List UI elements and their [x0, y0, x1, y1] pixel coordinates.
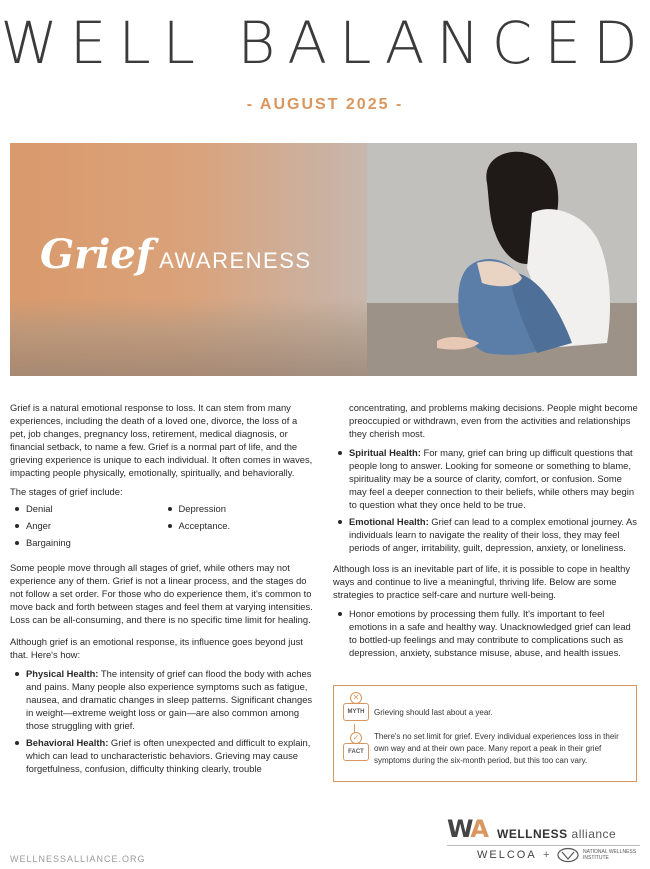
fact-icon — [343, 732, 367, 762]
hero-banner — [10, 143, 637, 376]
hero-title-caps: AWARENESS — [159, 248, 312, 273]
fact-text: There's no set limit for grief. Every individual experiences loss in their own way and at their own pace. Many report a peak in their grief symptoms during the six-month period, but this too can vary. — [374, 732, 619, 765]
behavioral-health-label: Behavioral Health: — [26, 737, 109, 748]
fact-tag: FACT — [343, 743, 369, 761]
nwi-logo-icon — [557, 847, 579, 863]
influence-list — [10, 667, 315, 775]
issue-date: - AUGUST 2025 - — [246, 96, 404, 113]
myth-fact-box — [333, 685, 637, 782]
logo-wordmark — [497, 827, 616, 841]
physical-health-item — [10, 667, 315, 732]
stage-item: Anger — [10, 519, 163, 532]
stages-paragraph: Some people move through all stages of grief, while others may not experience any of them. Grief is not a linear process, and the stages do not follow a set order. For those who do experience them, it's common to move back and forth between stages and feel them at varying intensities. Loss can be all-consuming, and there is no specific time limit for healing. — [10, 562, 313, 625]
nwi-logo-text: NATIONAL WELLNESS INSTITUTE — [583, 849, 637, 861]
hero-title-script: Grief — [40, 231, 154, 278]
physical-health-label: Physical Health: — [26, 668, 99, 679]
influence-intro: Although grief is an emotional response, its influence goes beyond just that. Here's how: — [10, 636, 303, 660]
stages-intro: The stages of grief include: — [10, 486, 123, 497]
influence-list-continued — [333, 446, 638, 554]
physical-health-text: The intensity of grief can flood the body with aches and pains. Many people also experience symptoms such as fatigue, nausea, and dramatic changes in sleep patterns. Significant changes in weight—extreme weight loss or gain—are also common among those struggling with grief. — [26, 668, 313, 731]
wellness-alliance-logo — [447, 815, 640, 869]
stage-item: Acceptance. — [163, 519, 316, 532]
hero-title — [40, 231, 312, 278]
spiritual-health-item — [333, 446, 638, 511]
strategy-list — [333, 607, 638, 659]
logo-wellness: WELLNESS — [497, 827, 568, 841]
myth-text: Grieving should last about a year. — [374, 708, 493, 717]
behavioral-continued: concentrating, and problems making decisions. People might become preoccupied or withdrawn, even from the activities and relationships they cherish most. — [349, 402, 638, 439]
myth-icon — [343, 692, 367, 722]
emotional-health-label: Emotional Health: — [349, 516, 429, 527]
spiritual-health-text: For many, grief can bring up difficult questions that people long to answer. Looking for someone or something to blame, spirituality may be a source of clarity, comfort, or confusion. Some may feel a deeper connection to their beliefs, while others may begin to question what they once held to be true. — [349, 447, 635, 510]
stage-item: Bargaining — [10, 536, 163, 549]
wa-logo-mark: WA — [447, 815, 487, 843]
stages-list — [10, 502, 315, 553]
behavioral-health-text: Grief is often unexpected and difficult to explain, which can lead to uncharacteristic behaviors. Grieving may cause forgetfulness, confusion, difficulty thinking clearly, trouble — [26, 737, 311, 774]
masthead-title: WELL BALANCED — [0, 9, 650, 77]
right-column — [333, 401, 638, 665]
logo-divider — [447, 845, 640, 846]
intro-paragraph: Grief is a natural emotional response to loss. It can stem from many experiences, including the death of a loved one, divorce, the loss of a pet, job changes, pregnancy loss, retirement, medical diagnosis, or financial setback, to name a few. Grief is a normal part of life, and the grieving experience is unique to each individual. It often comes in waves, impacting people physically, emotionally, spiritually, and behaviorally. — [10, 402, 313, 478]
grieving-woman-illustration — [367, 143, 637, 376]
cope-paragraph: Although loss is an inevitable part of life, it is possible to cope in healthy ways and continue to live a meaningful, thriving life. Below are some strategies to practice self-care and nurture well-being. — [333, 563, 631, 600]
x-icon: ✕ — [350, 692, 362, 704]
spiritual-health-label: Spiritual Health: — [349, 447, 421, 458]
behavioral-health-item — [10, 736, 315, 775]
plus-icon: + — [543, 849, 550, 861]
left-column — [10, 401, 315, 781]
check-icon: ✓ — [350, 732, 362, 744]
footer-url[interactable]: WELLNESSALLIANCE.ORG — [10, 854, 146, 864]
myth-tag: MYTH — [343, 703, 369, 721]
emotional-health-text: Grief can lead to a complex emotional journey. As individuals learn to navigate the reality of their loss, they may feel periods of anger, irritability, guilt, depression, anxiety, or loneliness. — [349, 516, 637, 553]
welcoa-logo: WELCOA — [477, 849, 537, 861]
stage-item: Depression — [163, 502, 316, 515]
stage-item: Denial — [10, 502, 163, 515]
logo-alliance: alliance — [571, 827, 617, 841]
strategy-item: Honor emotions by processing them fully. It's important to feel emotions in a safe and healthy way. Unacknowledged grief can lead to bottled-up feelings and may contribute to complications such as depression, anxiety, substance misuse, abuse, and health issues. — [333, 607, 638, 659]
emotional-health-item — [333, 515, 638, 554]
